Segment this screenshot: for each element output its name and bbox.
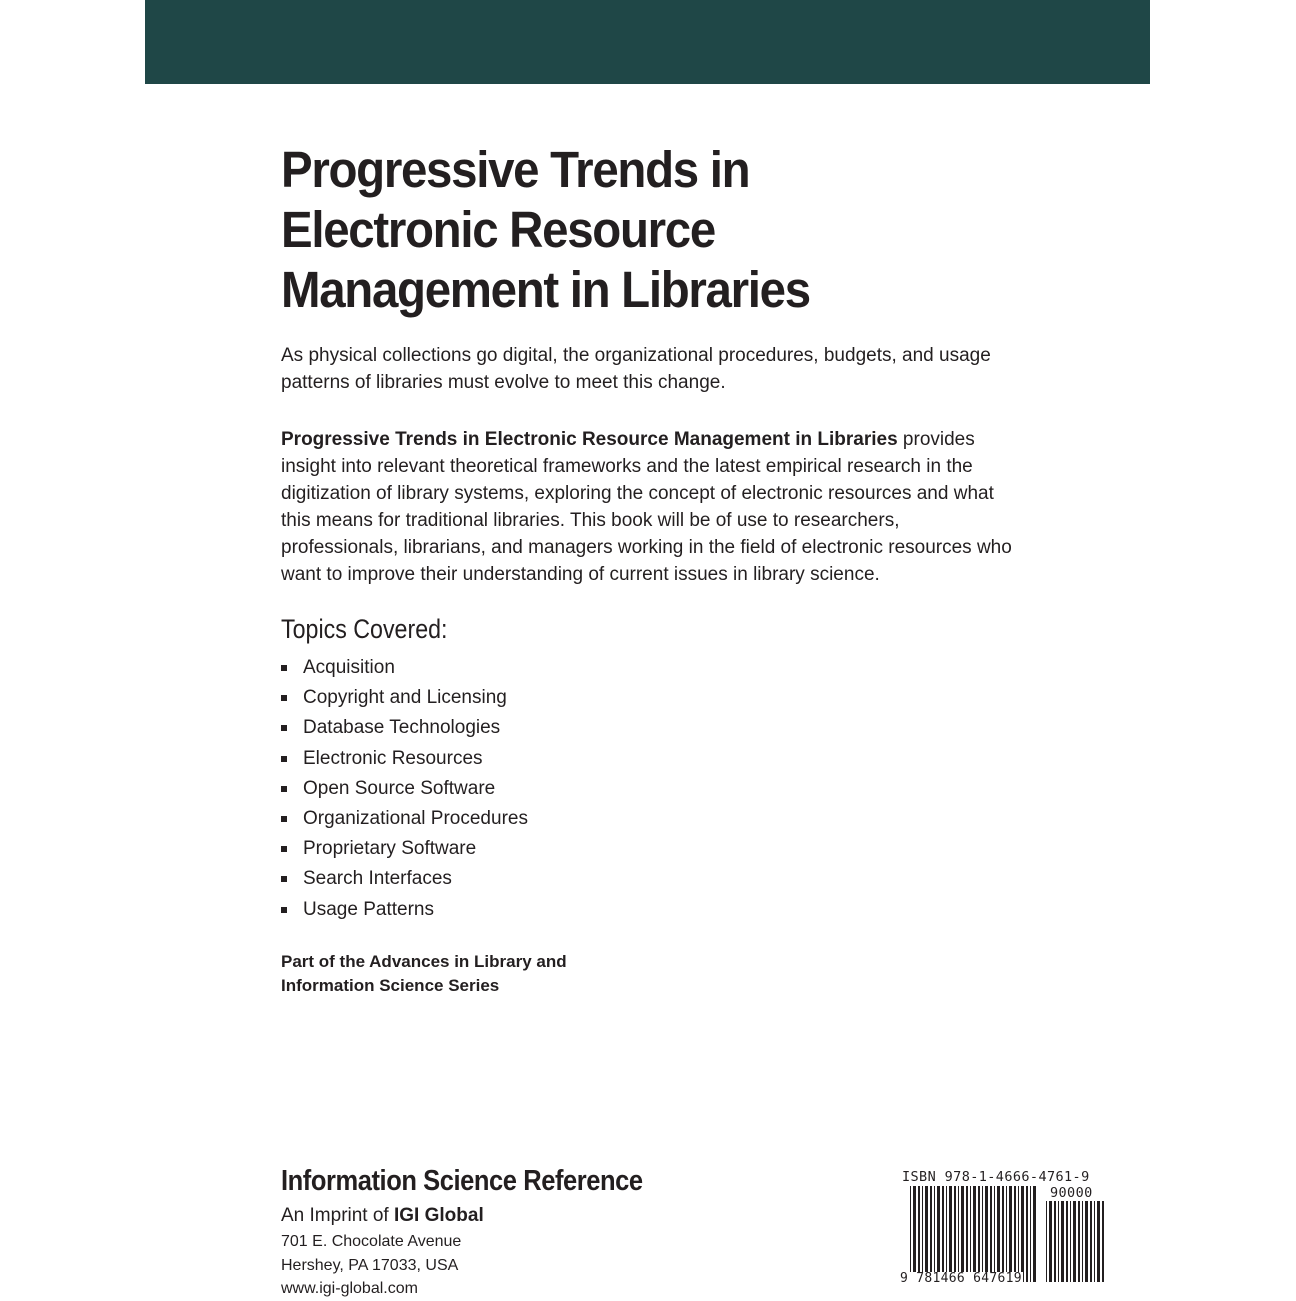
- square-bullet-icon: [281, 695, 287, 701]
- topic-label: Usage Patterns: [303, 898, 434, 920]
- square-bullet-icon: [281, 786, 287, 792]
- square-bullet-icon: [281, 846, 287, 852]
- list-item: [281, 653, 528, 683]
- topics-list: [281, 653, 528, 925]
- address-website: www.igi-global.com: [281, 1280, 418, 1297]
- square-bullet-icon: [281, 816, 287, 822]
- publisher-name: Information Science Reference: [281, 1165, 643, 1197]
- barcode-digits: 9 781466 647619: [900, 1271, 1022, 1286]
- imprint-name: IGI Global: [394, 1205, 484, 1226]
- topic-label: Proprietary Software: [303, 838, 477, 860]
- title-line-3: Management in Libraries: [281, 261, 810, 318]
- topic-label: Organizational Procedures: [303, 807, 528, 829]
- topic-label: Copyright and Licensing: [303, 687, 507, 709]
- imprint-line: [281, 1204, 484, 1228]
- list-item: [281, 744, 528, 774]
- topics-heading: Topics Covered:: [281, 614, 448, 644]
- description-text: provides insight into relevant theoretical frameworks and the latest empirical research in the digitization of library systems, exploring the concept of electronic resources and what this means for traditional libraries. This book will be of use to researchers, professionals, librarians, and managers working in the field of electronic resources who want to improve their understanding of current issues in library science.: [281, 429, 1012, 585]
- square-bullet-icon: [281, 725, 287, 731]
- publisher-address: [281, 1230, 461, 1301]
- list-item: [281, 774, 528, 804]
- topic-label: Open Source Software: [303, 777, 496, 799]
- topic-label: Electronic Resources: [303, 747, 483, 769]
- price-barcode-icon: [1046, 1201, 1106, 1282]
- square-bullet-icon: [281, 756, 287, 762]
- isbn-label: ISBN 978-1-4666-4761-9: [902, 1169, 1090, 1185]
- topic-label: Acquisition: [303, 657, 395, 678]
- list-item: [281, 804, 528, 834]
- description-bold-title: Progressive Trends in Electronic Resource Management in Libraries: [281, 429, 898, 450]
- series-line-1: Part of the Advances in Library and: [281, 952, 567, 971]
- isbn-barcode-icon: [910, 1186, 1036, 1282]
- square-bullet-icon: [281, 907, 287, 913]
- square-bullet-icon: [281, 876, 287, 882]
- address-city: Hershey, PA 17033, USA: [281, 1256, 459, 1274]
- series-line-2: Information Science Series: [281, 975, 500, 995]
- list-item: [281, 895, 528, 925]
- address-street: 701 E. Chocolate Avenue: [281, 1233, 462, 1250]
- title-line-2: Electronic Resource: [281, 201, 715, 258]
- square-bullet-icon: [281, 665, 287, 671]
- list-item: [281, 713, 528, 743]
- top-color-band: [145, 0, 1150, 84]
- title-line-1: Progressive Trends in: [281, 141, 750, 198]
- series-note: [281, 950, 567, 997]
- list-item: [281, 864, 528, 894]
- book-title: [281, 140, 1025, 320]
- price-code-label: 90000: [1050, 1185, 1093, 1201]
- list-item: [281, 834, 528, 864]
- intro-paragraph: As physical collections go digital, the organizational procedures, budgets, and usage patterns of libraries must evolve to meet this change.: [281, 345, 991, 393]
- list-item: [281, 683, 528, 713]
- topic-label: Search Interfaces: [303, 868, 452, 890]
- description-paragraph: [281, 426, 1021, 588]
- imprint-prefix: An Imprint of: [281, 1205, 394, 1226]
- topic-label: Database Technologies: [303, 717, 501, 739]
